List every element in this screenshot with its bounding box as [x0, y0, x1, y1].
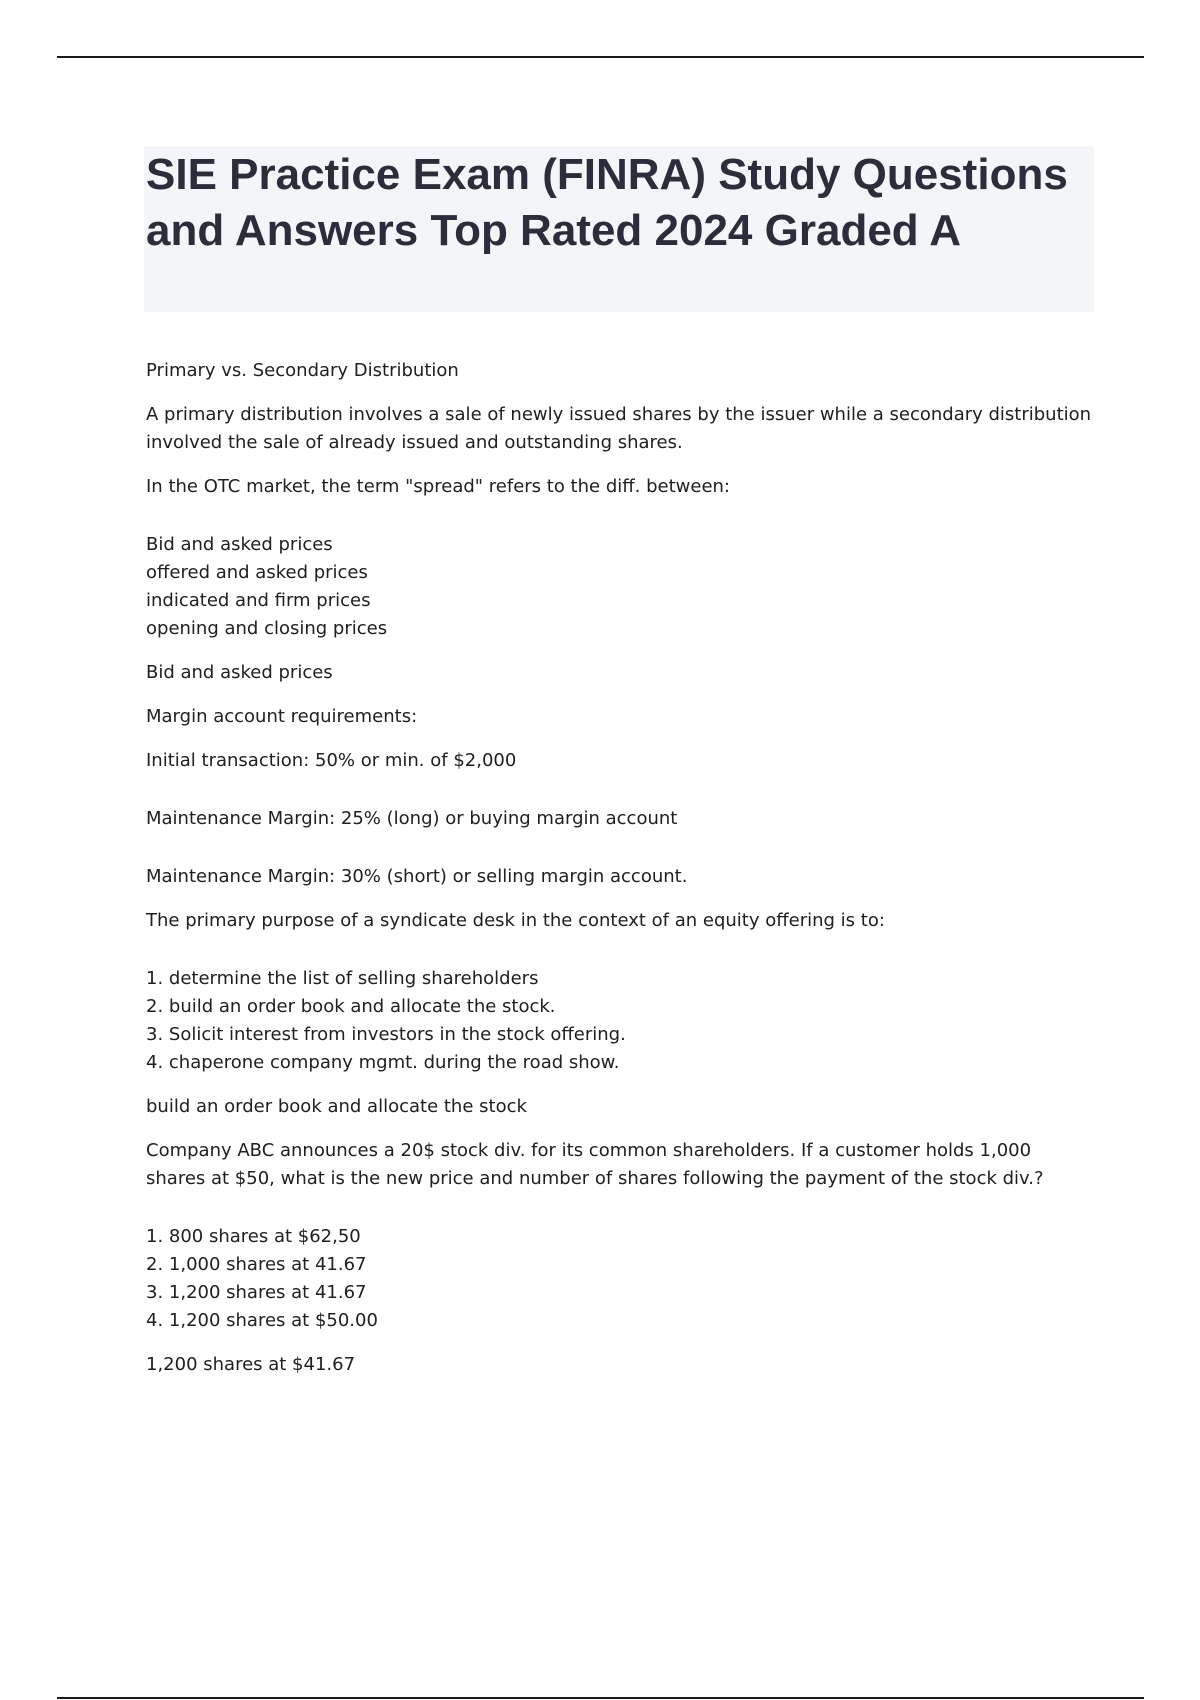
option-item: offered and asked prices	[146, 562, 368, 583]
option-item: 4. chaperone company mgmt. during the road show.	[146, 1052, 620, 1073]
answer-text: A primary distribution involves a sale of newly issued shares by the issuer while a secondary distribution involved the sale of already issued and outstanding shares.	[146, 404, 1092, 453]
option-item: 4. 1,200 shares at $50.00	[146, 1310, 378, 1331]
option-item: 2. build an order book and allocate the stock.	[146, 996, 556, 1017]
answer-text: 1,200 shares at $41.67	[146, 1354, 356, 1375]
option-item: indicated and firm prices	[146, 590, 371, 611]
option-item: Bid and asked prices	[146, 534, 333, 555]
title-banner	[144, 146, 1094, 312]
answer-text: Bid and asked prices	[146, 662, 333, 683]
option-item: 3. Solicit interest from investors in the stock offering.	[146, 1024, 626, 1045]
option-item: opening and closing prices	[146, 618, 388, 639]
document-title: SIE Practice Exam (FINRA) Study Questions and Answers Top Rated 2024 Graded A	[146, 150, 1068, 255]
answer-text: Maintenance Margin: 25% (long) or buying margin account	[146, 808, 678, 829]
question-text: Company ABC announces a 20$ stock div. for its common shareholders. If a customer holds 1,000 shares at $50, what is the new price and number of shares following the payment of the stock div.?	[146, 1140, 1044, 1189]
answer-text: Initial transaction: 50% or min. of $2,000	[146, 750, 517, 771]
option-item: 3. 1,200 shares at 41.67	[146, 1282, 367, 1303]
top-rule	[57, 56, 1144, 58]
answer-text: Maintenance Margin: 30% (short) or selling margin account.	[146, 866, 688, 887]
question-text: Margin account requirements:	[146, 706, 418, 727]
document-body	[146, 357, 1096, 1379]
option-list	[146, 531, 1096, 643]
option-list	[146, 965, 1096, 1077]
option-item: 1. determine the list of selling shareholders	[146, 968, 539, 989]
option-list	[146, 1223, 1096, 1335]
option-item: 2. 1,000 shares at 41.67	[146, 1254, 367, 1275]
question-text: The primary purpose of a syndicate desk in the context of an equity offering is to:	[146, 910, 885, 931]
option-item: 1. 800 shares at $62,50	[146, 1226, 361, 1247]
answer-text: build an order book and allocate the stock	[146, 1096, 527, 1117]
question-text: Primary vs. Secondary Distribution	[146, 360, 459, 381]
bottom-rule	[57, 1697, 1144, 1699]
question-text: In the OTC market, the term "spread" refers to the diff. between:	[146, 476, 730, 497]
